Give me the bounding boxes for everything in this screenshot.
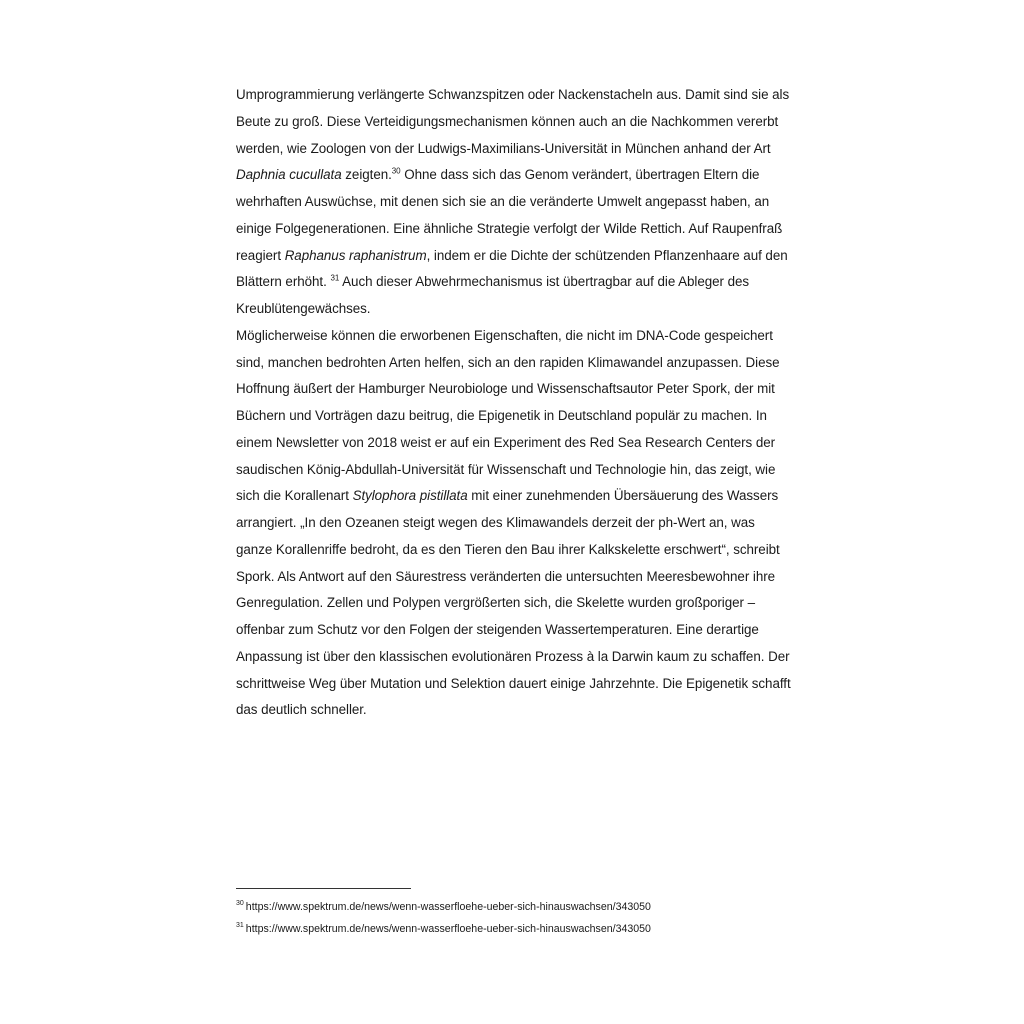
species-name-stylophora: Stylophora pistillata xyxy=(352,488,468,504)
paragraph-2-text-2: mit einer zunehmenden Übersäuerung des Wassers arrangiert. „In den Ozeanen steigt wegen des Klimawandels derzeit der ph-Wert an, was ganze Korallenriffe bedroht, da es den Tieren den Bau ihrer Kalkskelette erschwert“, schreibt Spork. Als Antwort auf den Säurestress veränderten die untersuchten Meeresbewohner ihre Genregulation. Zellen und Polypen vergrößerten sich, die Skelette wurden großporiger – offenbar zum Schutz vor den Folgen der steigenden Wassertemperaturen. Eine derartige Anpassung ist über den klassischen evolutionären Prozess à la Darwin kaum zu schaffen. Der schrittweise Weg über Mutation und Selektion dauert einige Jahrzehnte. Die Epigenetik schafft das deutlich schneller. xyxy=(236,488,791,718)
paragraph-1-text-2: zeigten. xyxy=(341,167,392,183)
footnote-number: 31 xyxy=(236,922,244,930)
paragraph-1-text-5: Auch dieser Abwehrmechanismus ist übertragbar auf die Ableger des Kreublütengewächses. xyxy=(236,274,750,316)
footnotes xyxy=(236,896,792,940)
footnote-link[interactable]: https://www.spektrum.de/news/wenn-wasserfloehe-ueber-sich-hinauswachsen/343050 xyxy=(245,901,651,913)
paragraph-1 xyxy=(236,82,792,323)
paragraph-2 xyxy=(236,323,792,724)
footnote-number: 30 xyxy=(236,900,244,908)
species-name-raphanus: Raphanus raphanistrum xyxy=(284,247,427,263)
paragraph-1-text-3: Ohne dass sich das Genom verändert, übertragen Eltern die wehrhaften Auswüchse, mit denen sich sie an die veränderte Umwelt angepasst haben, an einige Folgegenerationen. Eine ähnliche Strategie verfolgt der Wilde Rettich. Auf Raupenfraß reagiert xyxy=(236,167,783,263)
footnote-31 xyxy=(236,918,792,940)
body-text xyxy=(236,82,792,724)
paragraph-1-text-1: Umprogrammierung verlängerte Schwanzspitzen oder Nackenstacheln aus. Damit sind sie als Beute zu groß. Diese Verteidigungsmechanismen können auch an die Nachkommen vererbt werden, wie Zoologen von der Ludwigs-Maximilians-Universität in München anhand der Art xyxy=(236,87,790,156)
paragraph-2-text-1: Möglicherweise können die erworbenen Eigenschaften, die nicht im DNA-Code gespeichert sind, manchen bedrohten Arten helfen, sich an den rapiden Klimawandel anzupassen. Diese Hoffnung äußert der Hamburger Neurobiologe und Wissenschaftsautor Peter Spork, der mit Büchern und Vorträgen dazu beitrug, die Epigenetik in Deutschland populär zu machen. In einem Newsletter von 2018 weist er auf ein Experiment des Red Sea Research Centers der saudischen König-Abdullah-Universität für Wissenschaft und Technologie hin, das zeigt, wie sich die Korallenart xyxy=(236,327,780,504)
paragraph-1-text-4: , indem er die Dichte der schützenden Pflanzenhaare auf den Blättern erhöht. xyxy=(236,247,788,290)
footnote-30 xyxy=(236,896,792,918)
footnote-ref-30[interactable]: 30 xyxy=(391,166,401,176)
species-name-daphnia: Daphnia cucullata xyxy=(236,167,342,183)
footnote-ref-31[interactable]: 31 xyxy=(330,273,340,283)
footnote-separator xyxy=(236,888,411,889)
footnote-link[interactable]: https://www.spektrum.de/news/wenn-wasserfloehe-ueber-sich-hinauswachsen/343050 xyxy=(245,923,651,935)
